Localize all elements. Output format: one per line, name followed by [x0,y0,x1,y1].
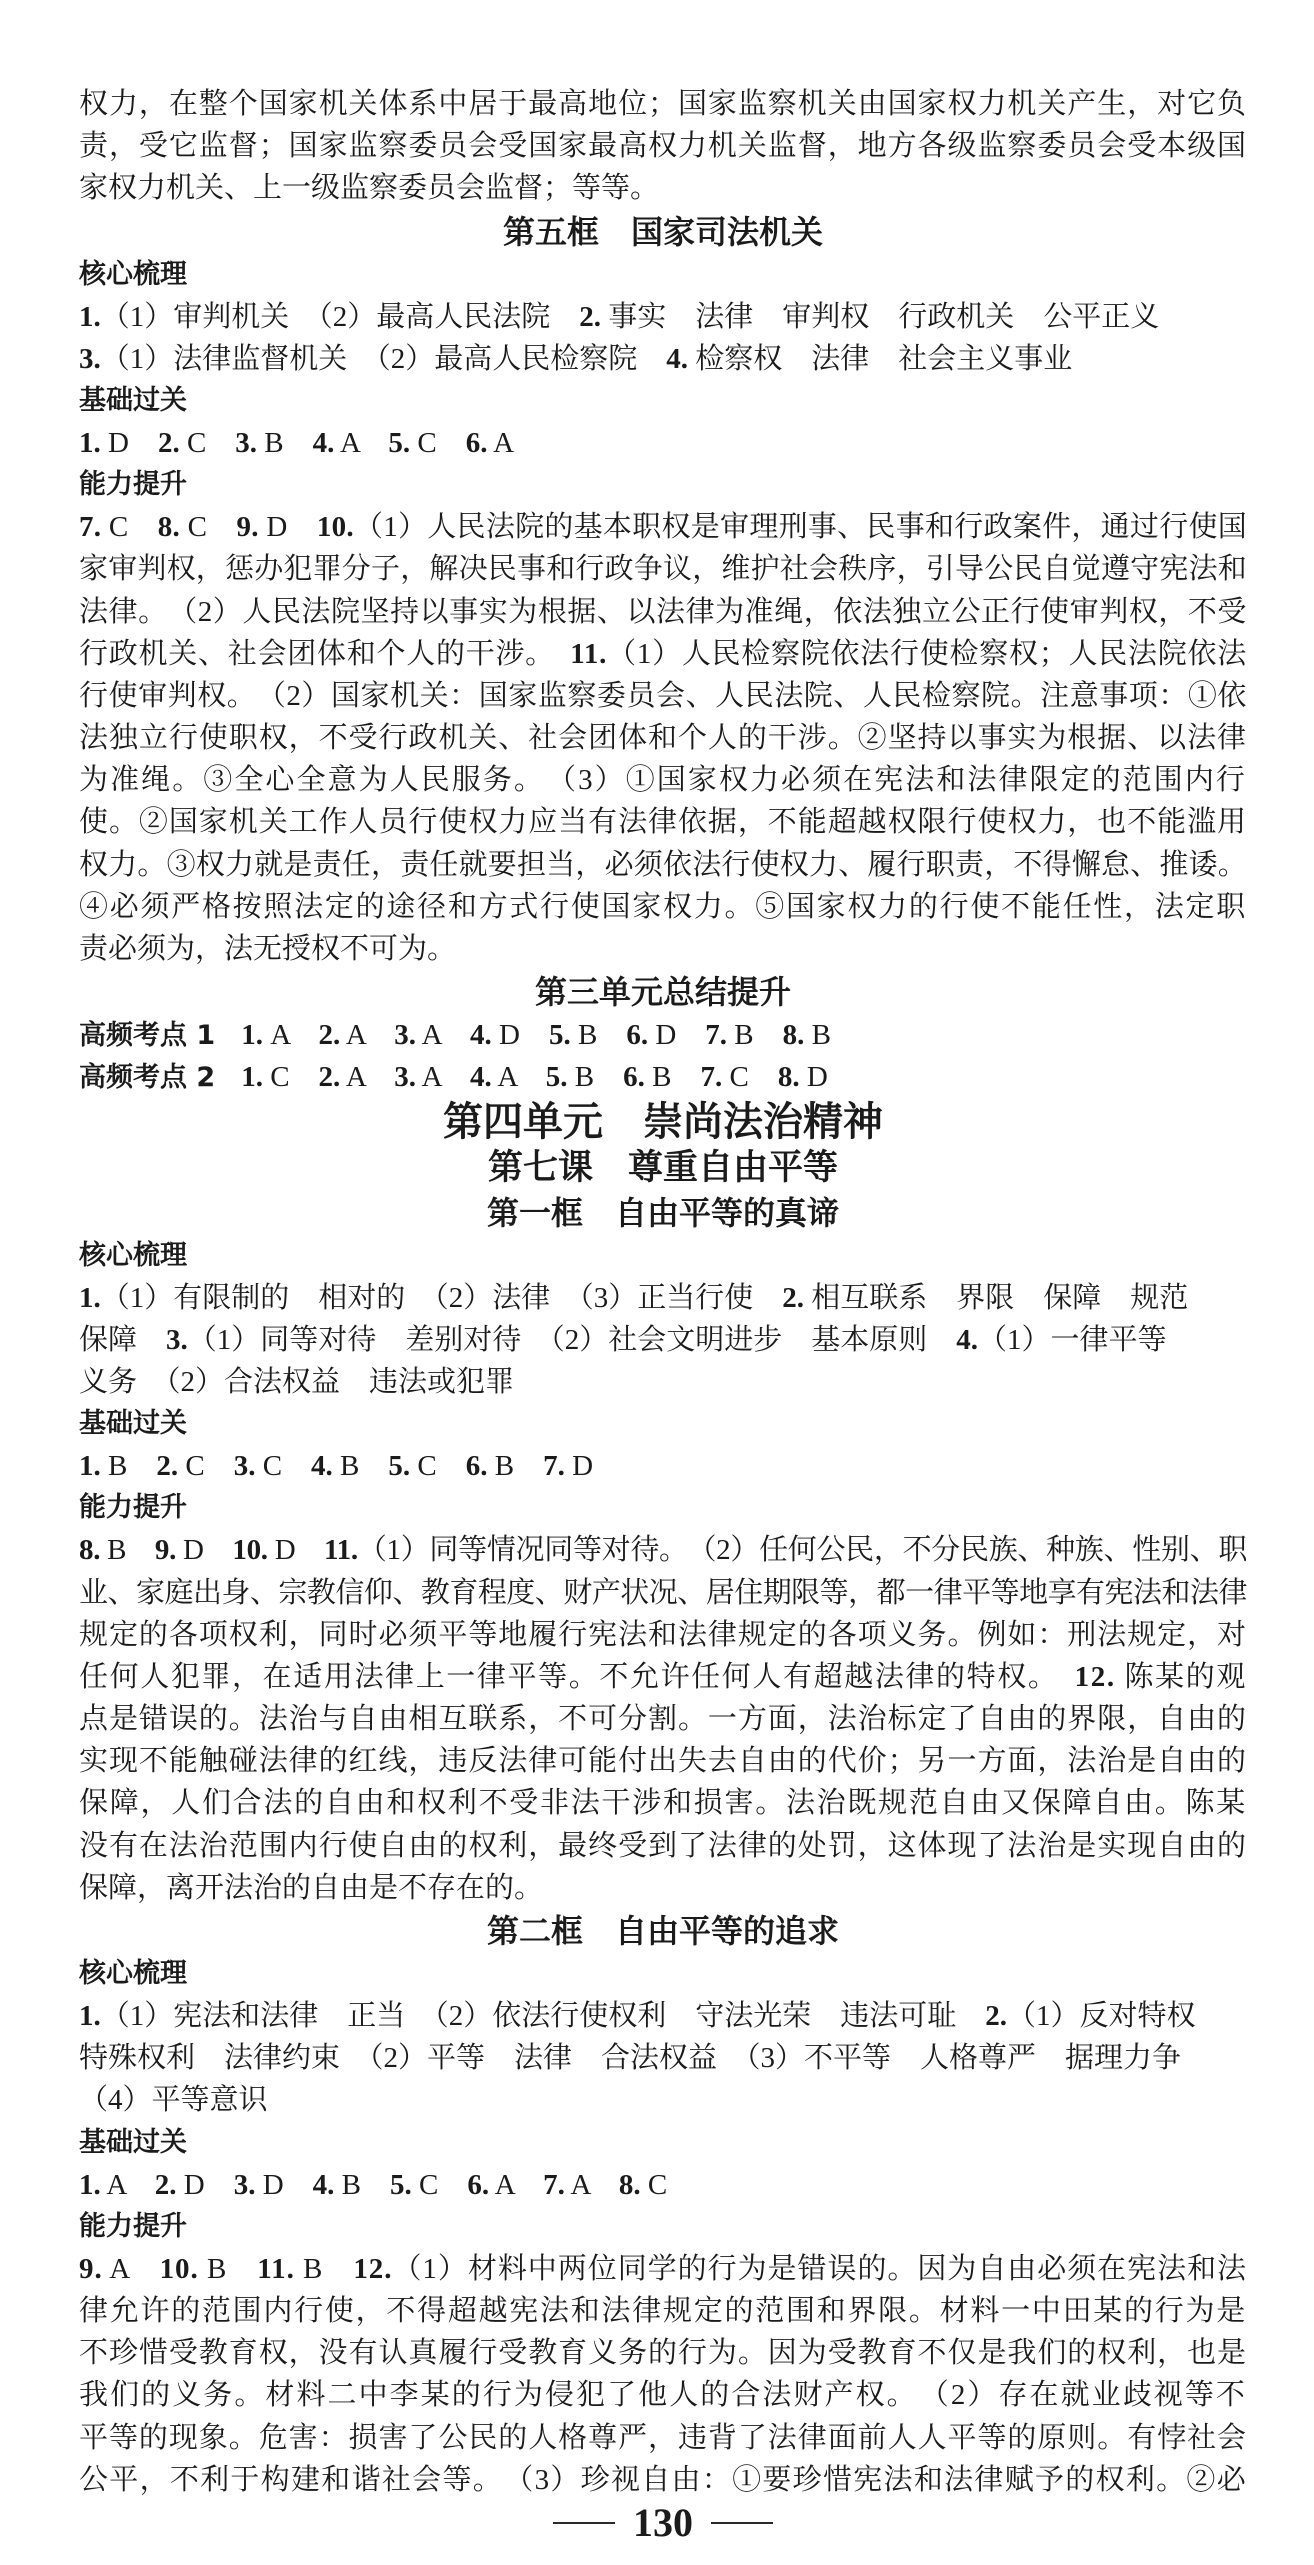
question-number: 6. [465,1450,488,1483]
question-number: 12. [1074,1660,1116,1693]
answer-line: 我们的义务。材料二中李某的行为侵犯了他人的合法财产权。 （2）存在就业歧视等不 [79,2379,1247,2412]
question-number: 1. [79,300,101,333]
question-number: 10. [316,511,354,544]
high-frequency-label: 高频考点 2 [79,1062,216,1094]
question-number: 5. [388,426,411,459]
answer-line: 1. B 2. C 3. C 4. B 5. C 6. B 7. D [79,1450,594,1483]
question-number: 6. [467,2168,490,2201]
question-number: 5. [545,1061,568,1094]
question-number: 2. [156,1450,179,1483]
page-number-dash [711,2522,773,2524]
question-number: 10. [232,1534,268,1567]
question-number: 3. [233,1450,256,1483]
answer-line: 实现不能触碰法律的红线，违反法律可能付出失去自由的代价；另一方面，法治是自由的 [79,1745,1247,1778]
text-line: 家权力机关、上一级监察委员会监督；等等。 [79,172,660,205]
question-number: 2. [985,2000,1008,2032]
core-review-label: 核心梳理 [79,1958,187,1989]
answer-line: 法律。 （2）人民法院坚持以事实为根据、以法律为准绳，依法独立公正行使审判权，不受 [79,595,1247,628]
question-number: 4. [666,342,689,375]
unit-4-title: 第四单元 崇尚法治精神 [443,1098,883,1145]
question-number: 1. [79,2000,101,2032]
answer-line: （4）平等意识 [79,2084,268,2117]
question-number: 3. [233,2168,256,2201]
basic-practice-label: 基础过关 [79,2126,187,2158]
question-number: 11. [257,2252,295,2285]
ability-improvement-label: 能力提升 [79,469,187,501]
text-line: 责，受它监督；国家监察委员会受国家最高权力机关监督，地方各级监察委员会受本级国 [79,130,1247,163]
text-line: 权力，在整个国家机关体系中居于最高地位；国家监察机关由国家权力机关产生，对它负 [79,88,1247,120]
question-number: 3. [79,342,101,375]
answer-line: 公平，不利于构建和谐社会等。 （3）珍视自由：①要珍惜宪法和法律赋予的权利。②必 [79,2463,1247,2496]
ability-improvement-label: 能力提升 [79,2210,187,2242]
answer-line: 保障，离开法治的自由是不存在的。 [79,1871,544,1904]
question-number: 12. [353,2252,393,2285]
question-number: 8. [618,2168,641,2201]
answer-line: 3.（1）法律监督机关 （2）最高人民检察院 4. 检察权 法律 社会主义事业 [79,342,1073,375]
answer-line: 保障，人们合法的自由和权利不受非法干涉和损害。法治既规范自由又保障自由。陈某 [79,1787,1247,1820]
question-number: 7. [700,1061,723,1094]
question-number: 2. [318,1061,341,1094]
question-number: 6. [623,1061,645,1094]
answer-line: 规定的各项权利，同时必须平等地履行宪法和法律规定的各项义务。例如：刑法规定，对 [79,1618,1247,1651]
question-number: 4. [312,2168,335,2201]
question-number: 4. [312,426,335,459]
high-frequency-answers: 1. C 2. A 3. A 4. A 5. B 6. B 7. C 8. D [241,1061,828,1094]
core-review-label: 核心梳理 [79,1239,187,1271]
question-number: 11. [570,637,608,670]
answer-line: 权力。③权力就是责任，责任就要担当，必须依法行使权力、履行职责，不得懈怠、推诿。 [79,848,1247,881]
question-number: 2. [154,2168,177,2201]
question-number: 1. [79,1281,101,1314]
question-number: 8. [782,1019,805,1052]
question-number: 8. [79,1534,101,1567]
question-number: 9. [236,511,259,544]
page-footer [79,2501,1247,2545]
question-number: 1. [79,1450,101,1483]
question-number: 7. [705,1019,728,1052]
question-number: 7. [543,2168,565,2201]
answer-line: 1. D 2. C 3. B 4. A 5. C 6. A [79,426,515,459]
high-frequency-row [79,1056,1247,1098]
answer-line: 不珍惜受教育权，没有认真履行受教育义务的行为。因为受教育不仅是我们的权利，也是 [79,2337,1247,2370]
page-number: 130 [633,2500,693,2545]
question-number: 10. [159,2252,199,2285]
question-number: 8. [157,511,181,544]
question-number: 6. [465,426,488,459]
question-number: 1. [241,1019,263,1052]
unit-3-summary-title: 第三单元总结提升 [534,973,791,1012]
answer-line: 法独立行使职权，不受行政机关、社会团体和个人的干涉。②坚持以事实为根据、以法律 [79,722,1247,755]
question-number: 4. [956,1323,979,1356]
question-number: 3. [166,1323,188,1356]
answer-line: 7. C 8. C 9. D 10.（1）人民法院的基本职权是审理刑事、民事和行政案件，通过行使国 [79,511,1247,544]
answer-line: 点是错误的。法治与自由相互联系，不可分割。一方面，法治标定了自由的界限，自由的 [79,1703,1247,1736]
frame-1-title: 第一框 自由平等的真谛 [486,1193,839,1232]
question-number: 7. [79,511,102,544]
answer-line: 1. A 2. D 3. D 4. B 5. C 6. A 7. A 8. C [79,2168,668,2201]
question-number: 2. [318,1019,341,1052]
question-number: 7. [543,1450,565,1483]
question-number: 6. [626,1019,649,1052]
basic-practice-label: 基础过关 [79,1408,187,1440]
answer-line: 1.（1）宪法和法律 正当 （2）依法行使权利 守法光荣 违法可耻 2.（1）反对特权 [79,2000,1196,2032]
answer-line: 家审判权，惩办犯罪分子，解决民事和行政争议，维护社会秩序，引导公民自觉遵守宪法和 [79,553,1247,586]
answer-line: 行政机关、社会团体和个人的干涉。 11.（1）人民检察院依法行使检察权；人民法院依法 [79,637,1247,670]
answer-line: 责必须为，法无授权不可为。 [79,933,457,965]
answer-line: 1.（1）审判机关 （2）最高人民法院 2. 事实 法律 审判权 行政机关 公平正义 [79,300,1160,333]
answer-line: 任何人犯罪，在适用法律上一律平等。不允许任何人有超越法律的特权。 12. 陈某的观 [79,1660,1247,1693]
question-number: 4. [311,1450,333,1483]
question-number: 11. [324,1534,358,1567]
answer-line: 使。②国家机关工作人员行使权力应当有法律依据，不能超越权限行使权力，也不能滥用 [79,806,1247,839]
frame-2-title: 第二框 自由平等的追求 [486,1912,839,1950]
page-content [79,83,1247,2545]
question-number: 1. [79,426,101,459]
frame-5-title: 第五框 国家司法机关 [502,212,823,251]
answer-line: 义务 （2）合法权益 违法或犯罪 [79,1365,515,1398]
question-number: 3. [394,1019,417,1052]
question-number: 3. [235,426,258,459]
question-number: 4. [470,1061,492,1094]
ability-improvement-label: 能力提升 [79,1492,187,1524]
answer-line: 9. A 10. B 11. B 12.（1）材料中两位同学的行为是错误的。因为自由必须在宪法和法 [79,2252,1247,2285]
question-number: 5. [390,2168,412,2201]
answer-line: 特殊权利 法律约束 （2）平等 法律 合法权益 （3）不平等 人格尊严 据理力争 [79,2042,1182,2075]
answer-line: 行使审判权。 （2）国家机关：国家监察委员会、人民法院、人民检察院。注意事项：①依 [79,679,1247,712]
high-frequency-label: 高频考点 1 [79,1020,216,1052]
basic-practice-label: 基础过关 [79,384,187,416]
question-number: 8. [777,1061,800,1094]
question-number: 5. [388,1450,411,1483]
question-number: 2. [579,300,602,333]
answer-line: 律允许的范围内行使，不得超越宪法和法律规定的范围和界限。材料一中田某的行为是 [79,2294,1247,2327]
page-number-dash [553,2522,615,2524]
lesson-7-title: 第七课 尊重自由平等 [487,1147,838,1188]
answer-line: 平等的现象。危害：损害了公民的人格尊严，违背了法律面前人人平等的原则。有悖社会 [79,2421,1247,2454]
question-number: 2. [157,426,180,459]
question-number: 3. [394,1061,417,1094]
answer-line: ④必须严格按照法定的途径和方式行使国家权力。⑤国家权力的行使不能任性，法定职 [79,890,1247,923]
high-frequency-row [79,1014,1247,1056]
answer-line: 8. B 9. D 10. D 11.（1）同等情况同等对待。 （2）任何公民，不分民族、种族、性别、职 [79,1534,1247,1567]
answer-line: 保障 3.（1）同等对待 差别对待 （2）社会文明进步 基本原则 4.（1）一律平等 [79,1323,1167,1356]
question-number: 1. [241,1061,263,1094]
question-number: 9. [79,2252,103,2285]
core-review-label: 核心梳理 [79,258,187,290]
question-number: 4. [470,1019,492,1052]
question-number: 5. [548,1019,571,1052]
answer-line: 没有在法治范围内行使自由的权利，最终受到了法律的处罚，这体现了法治是实现自由的 [79,1829,1247,1862]
question-number: 9. [154,1534,177,1567]
answer-line: 业、家庭出身、宗教信仰、教育程度、财产状况、居住期限等，都一律平等地享有宪法和法律 [79,1576,1247,1609]
high-frequency-answers: 1. A 2. A 3. A 4. D 5. B 6. D 7. B 8. B [241,1019,831,1052]
question-number: 1. [79,2168,101,2201]
question-number: 2. [782,1281,805,1314]
answer-line: 为准绳。③全心全意为人民服务。 （3）①国家权力必须在宪法和法律限定的范围内行 [79,764,1247,797]
answer-line: 1.（1）有限制的 相对的 （2）法律 （3）正当行使 2. 相互联系 界限 保障 规范 [79,1281,1189,1314]
